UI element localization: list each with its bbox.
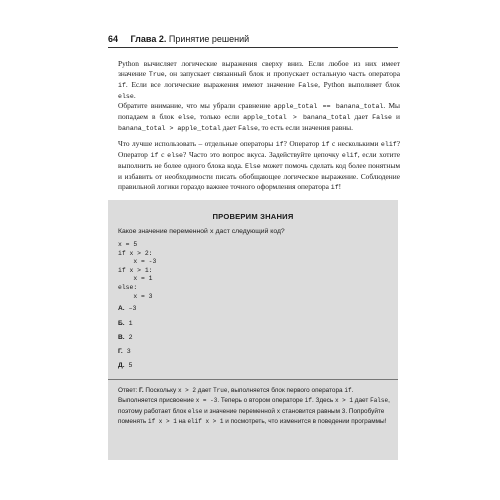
quiz-code: x = 5 if x > 2: x = -3 if x > 1: x = 1 else: x = 3	[118, 241, 157, 300]
quiz-answer: Ответ: Г. Поскольку x > 2 дает True, выполняется блок первого оператора if. Выполняется присвоение x = -3. Теперь о втором операторе if. Здесь x > 1 дает False, поэтому работает блок else и значение переменной x становится равным 3. Попробуйте поменять if x > 1 на elif x > 1 и посмотреть, что изменится в поведении программы!	[118, 387, 390, 426]
option-b: Б. 1	[118, 320, 133, 327]
answer-divider	[108, 379, 398, 380]
quiz-title: ПРОВЕРИМ ЗНАНИЯ	[212, 212, 294, 221]
option-a: А. –3	[118, 305, 137, 312]
chapter-label: Глава 2.	[130, 34, 167, 44]
option-c: В. 2	[118, 334, 133, 341]
paragraph-3: Что лучше использовать – отдельные операторы if? Оператор if с несколькими elif? Оператор if с else? Часто это вопрос вкуса. Задействуйте цепочку elif, если хотите выполнить не более одного блока кода. Else может помочь сделать код более понятным и избавить от необходимости писать обобщающее логическое выражение. Соблюдение правильной логики гораздо важнее точного оформления оператора if!	[118, 139, 401, 191]
chapter-title: Принятие решений	[168, 34, 250, 44]
paragraph-2: Обратите внимание, что мы убрали сравнение apple_total == banana_total. Мы попадаем в блок else, только если apple_total > banana_total дает False и banana_total > apple_total дает False, то есть если значения равны.	[118, 101, 400, 132]
option-e: Д. 5	[118, 362, 133, 369]
running-header	[108, 33, 398, 45]
quiz-question: Какое значение переменной x даст следующий код?	[118, 228, 285, 235]
page-number: 64	[108, 34, 119, 44]
paragraph-1: Python вычисляет логические выражения сверху вниз. Если любое из них имеет значение True, он запускает связанный блок и пропускает остальную часть оператора if. Если все логические выражения имеют значение False, Python выполняет блок else.	[118, 59, 400, 100]
quiz-box	[108, 200, 398, 460]
header-rule	[108, 47, 398, 48]
option-d: Г. 3	[118, 348, 131, 355]
